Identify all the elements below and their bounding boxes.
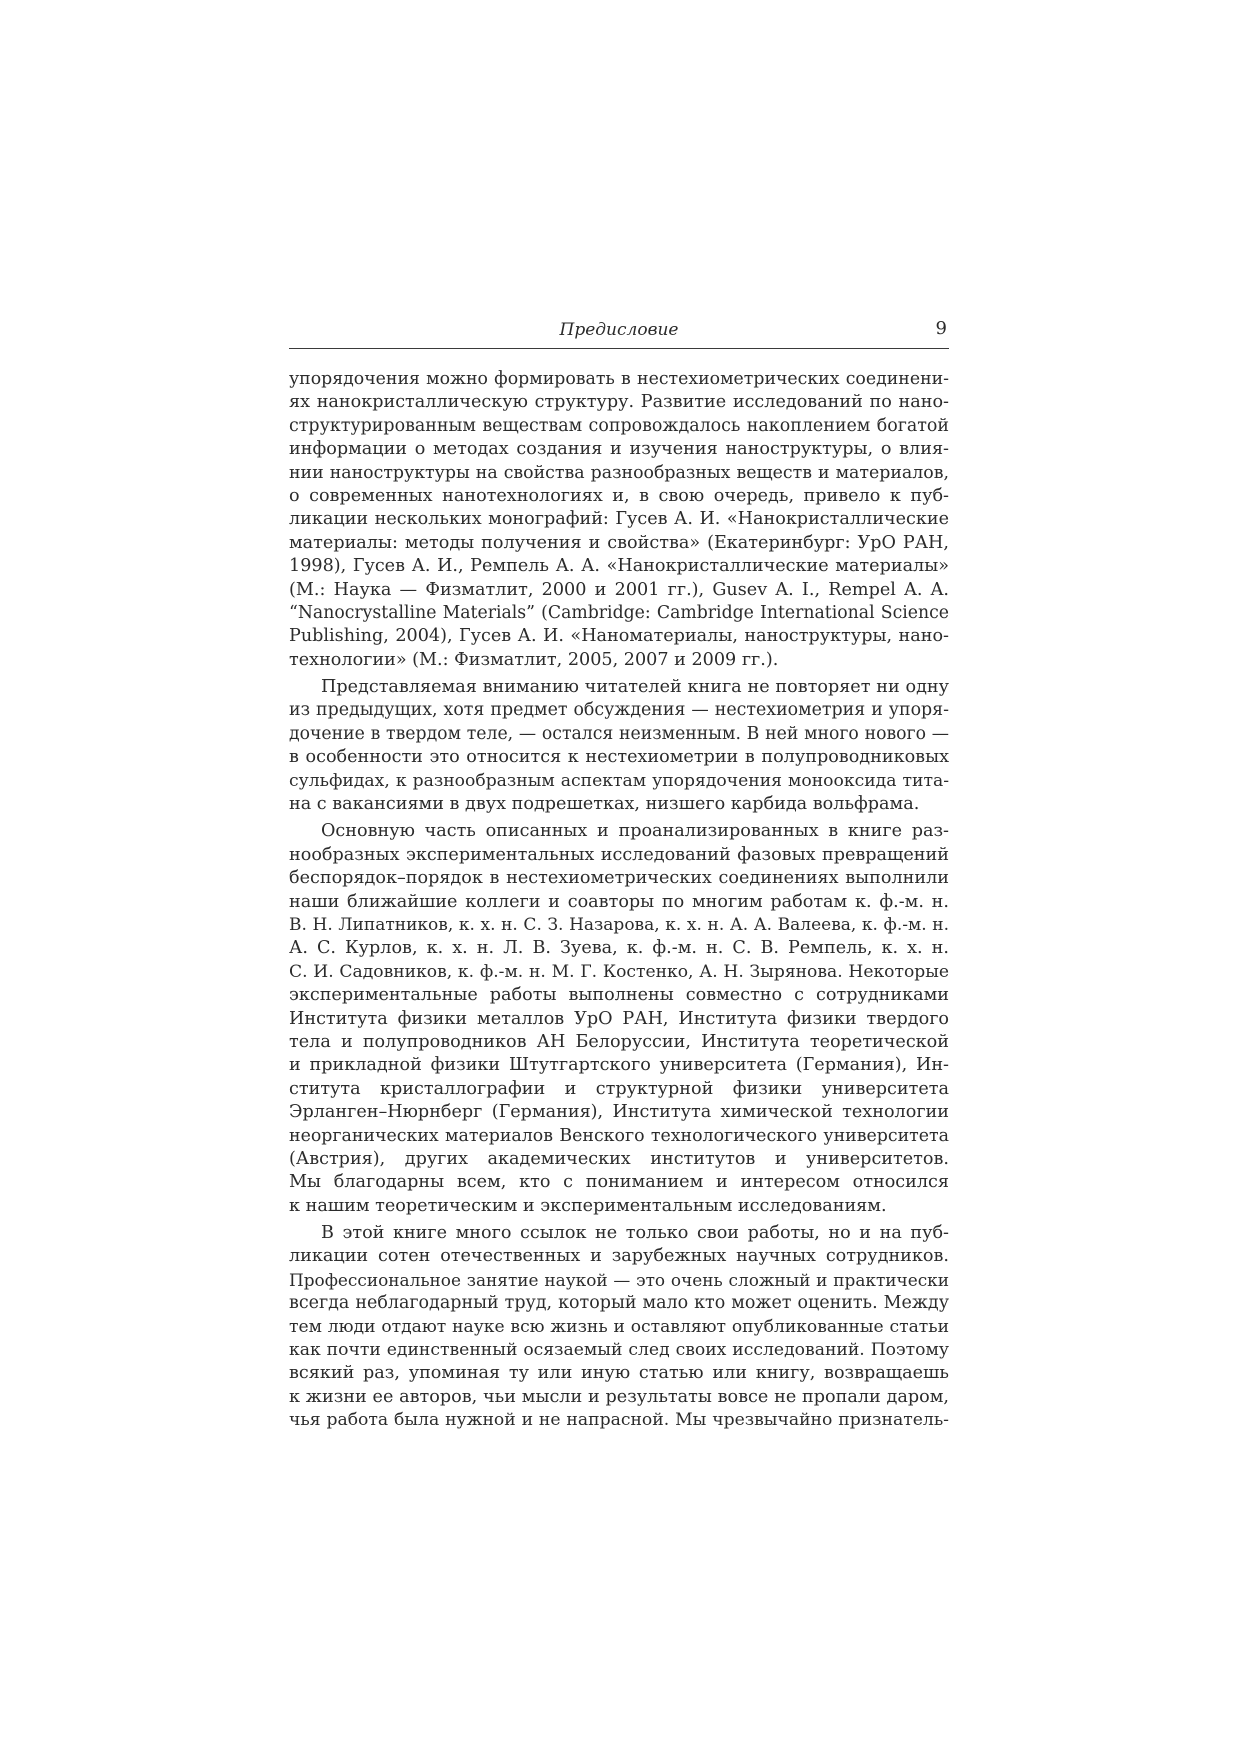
text-line: Publishing, 2004), Гусев А. И. «Наноматериалы, наноструктуры, нано-	[289, 626, 949, 647]
running-title: Предисловие	[559, 320, 679, 340]
text-line: чья работа была нужной и не напрасной. Мы чрезвычайно признатель-	[289, 1410, 949, 1431]
text-line: сульфидах, к разнообразным аспектам упорядочения монооксида тита-	[289, 770, 949, 791]
text-line: нии наноструктуры на свойства разнообразных веществ и материалов,	[289, 462, 949, 483]
text-line: из предыдущих, хотя предмет обсуждения — нестехиометрия и упоря-	[289, 700, 949, 721]
text-line: ститута кристаллографии и структурной физики университета	[289, 1078, 949, 1099]
text-line: на с вакансиями в двух подрешетках, низшего карбида вольфрама.	[289, 794, 920, 815]
text-line: ях нанокристаллическую структуру. Развитие исследований по нано-	[289, 392, 949, 413]
text-line: к жизни ее авторов, чьи мысли и результаты вовсе не пропали даром,	[289, 1386, 949, 1407]
text-line: в особенности это относится к нестехиометрии в полупроводниковых	[289, 747, 949, 768]
text-line: технологии» (М.: Физматлит, 2005, 2007 и 2009 гг.).	[289, 649, 779, 670]
body-text	[289, 368, 949, 1433]
paragraph	[289, 368, 949, 672]
text-line: ликации нескольких монографий: Гусев А. И. «Нанокристаллические	[289, 509, 949, 530]
text-line: экспериментальные работы выполнены совместно с сотрудниками	[289, 985, 949, 1006]
text-line: Представляемая вниманию читателей книга не повторяет ни одну	[321, 677, 949, 698]
text-line: Института физики металлов УрО РАН, Института физики твердого	[289, 1008, 949, 1029]
text-line: 1998), Гусев А. И., Ремпель А. А. «Нанокристаллические материалы»	[289, 556, 949, 577]
text-line: упорядочения можно формировать в нестехиометрических соединени-	[289, 369, 949, 389]
text-line: Профессиональное занятие наукой — это очень сложный и практически	[289, 1269, 949, 1290]
text-line: материалы: методы получения и свойства» (Екатеринбург: УрО РАН,	[289, 532, 949, 553]
paragraph	[289, 676, 949, 816]
text-line: информации о методах создания и изучения наноструктуры, о влия-	[289, 439, 949, 460]
text-line: С. И. Садовников, к. ф.-м. н. М. Г. Костенко, А. Н. Зырянова. Некоторые	[289, 961, 949, 982]
text-line: дочение в твердом теле, — остался неизменным. В ней много нового —	[289, 723, 949, 744]
text-line: всегда неблагодарный труд, который мало кто может оценить. Между	[289, 1293, 949, 1314]
text-line: тела и полупроводников АН Белоруссии, Института теоретической	[289, 1031, 949, 1052]
text-line: всякий раз, упоминая ту или иную статью или книгу, возвращаешь	[289, 1363, 949, 1384]
paragraph	[289, 820, 949, 1218]
text-line: наши ближайшие коллеги и соавторы по многим работам к. ф.-м. н.	[289, 891, 949, 912]
text-line: о современных нанотехнологиях и, в свою очередь, привело к пуб-	[289, 485, 949, 506]
text-line: В. Н. Липатников, к. х. н. С. З. Назарова, к. х. н. А. А. Валеева, к. ф.-м. н.	[289, 914, 949, 935]
text-line: нообразных экспериментальных исследований фазовых превращений	[289, 844, 949, 865]
page-number: 9	[935, 318, 947, 339]
text-line: как почти единственный осязаемый след своих исследований. Поэтому	[289, 1340, 949, 1361]
text-line: беспорядок–порядок в нестехиометрических соединениях выполнили	[289, 868, 949, 889]
text-line: (Австрия), других академических институтов и университетов.	[289, 1148, 949, 1169]
text-line: В этой книге много ссылок не только свои работы, но и на пуб-	[321, 1223, 949, 1244]
text-line: “Nanocrystalline Materials” (Cambridge: Cambridge International Science	[289, 602, 949, 623]
text-line: неорганических материалов Венского технологического университета	[289, 1125, 949, 1146]
text-line: Основную часть описанных и проанализированных в книге раз-	[321, 821, 949, 842]
paragraph	[289, 1222, 949, 1433]
text-line: и прикладной физики Штутгартского университета (Германия), Ин-	[289, 1055, 949, 1076]
text-line: к нашим теоретическим и экспериментальным исследованиям.	[289, 1195, 887, 1216]
text-line: структурированным веществам сопровождалось накоплением богатой	[289, 415, 949, 436]
text-line: Эрланген–Нюрнберг (Германия), Института химической технологии	[289, 1102, 949, 1123]
text-line: ликации сотен отечественных и зарубежных научных сотрудников.	[289, 1246, 949, 1267]
text-line: Мы благодарны всем, кто с пониманием и интересом относился	[289, 1172, 949, 1193]
text-line: тем люди отдают науке всю жизнь и оставляют опубликованные статьи	[289, 1316, 949, 1337]
running-head	[289, 318, 949, 349]
text-line: А. С. Курлов, к. х. н. Л. В. Зуева, к. ф.-м. н. С. В. Ремпель, к. х. н.	[289, 938, 949, 959]
text-line: (М.: Наука — Физматлит, 2000 и 2001 гг.), Gusev A. I., Rempel A. A.	[289, 579, 949, 600]
